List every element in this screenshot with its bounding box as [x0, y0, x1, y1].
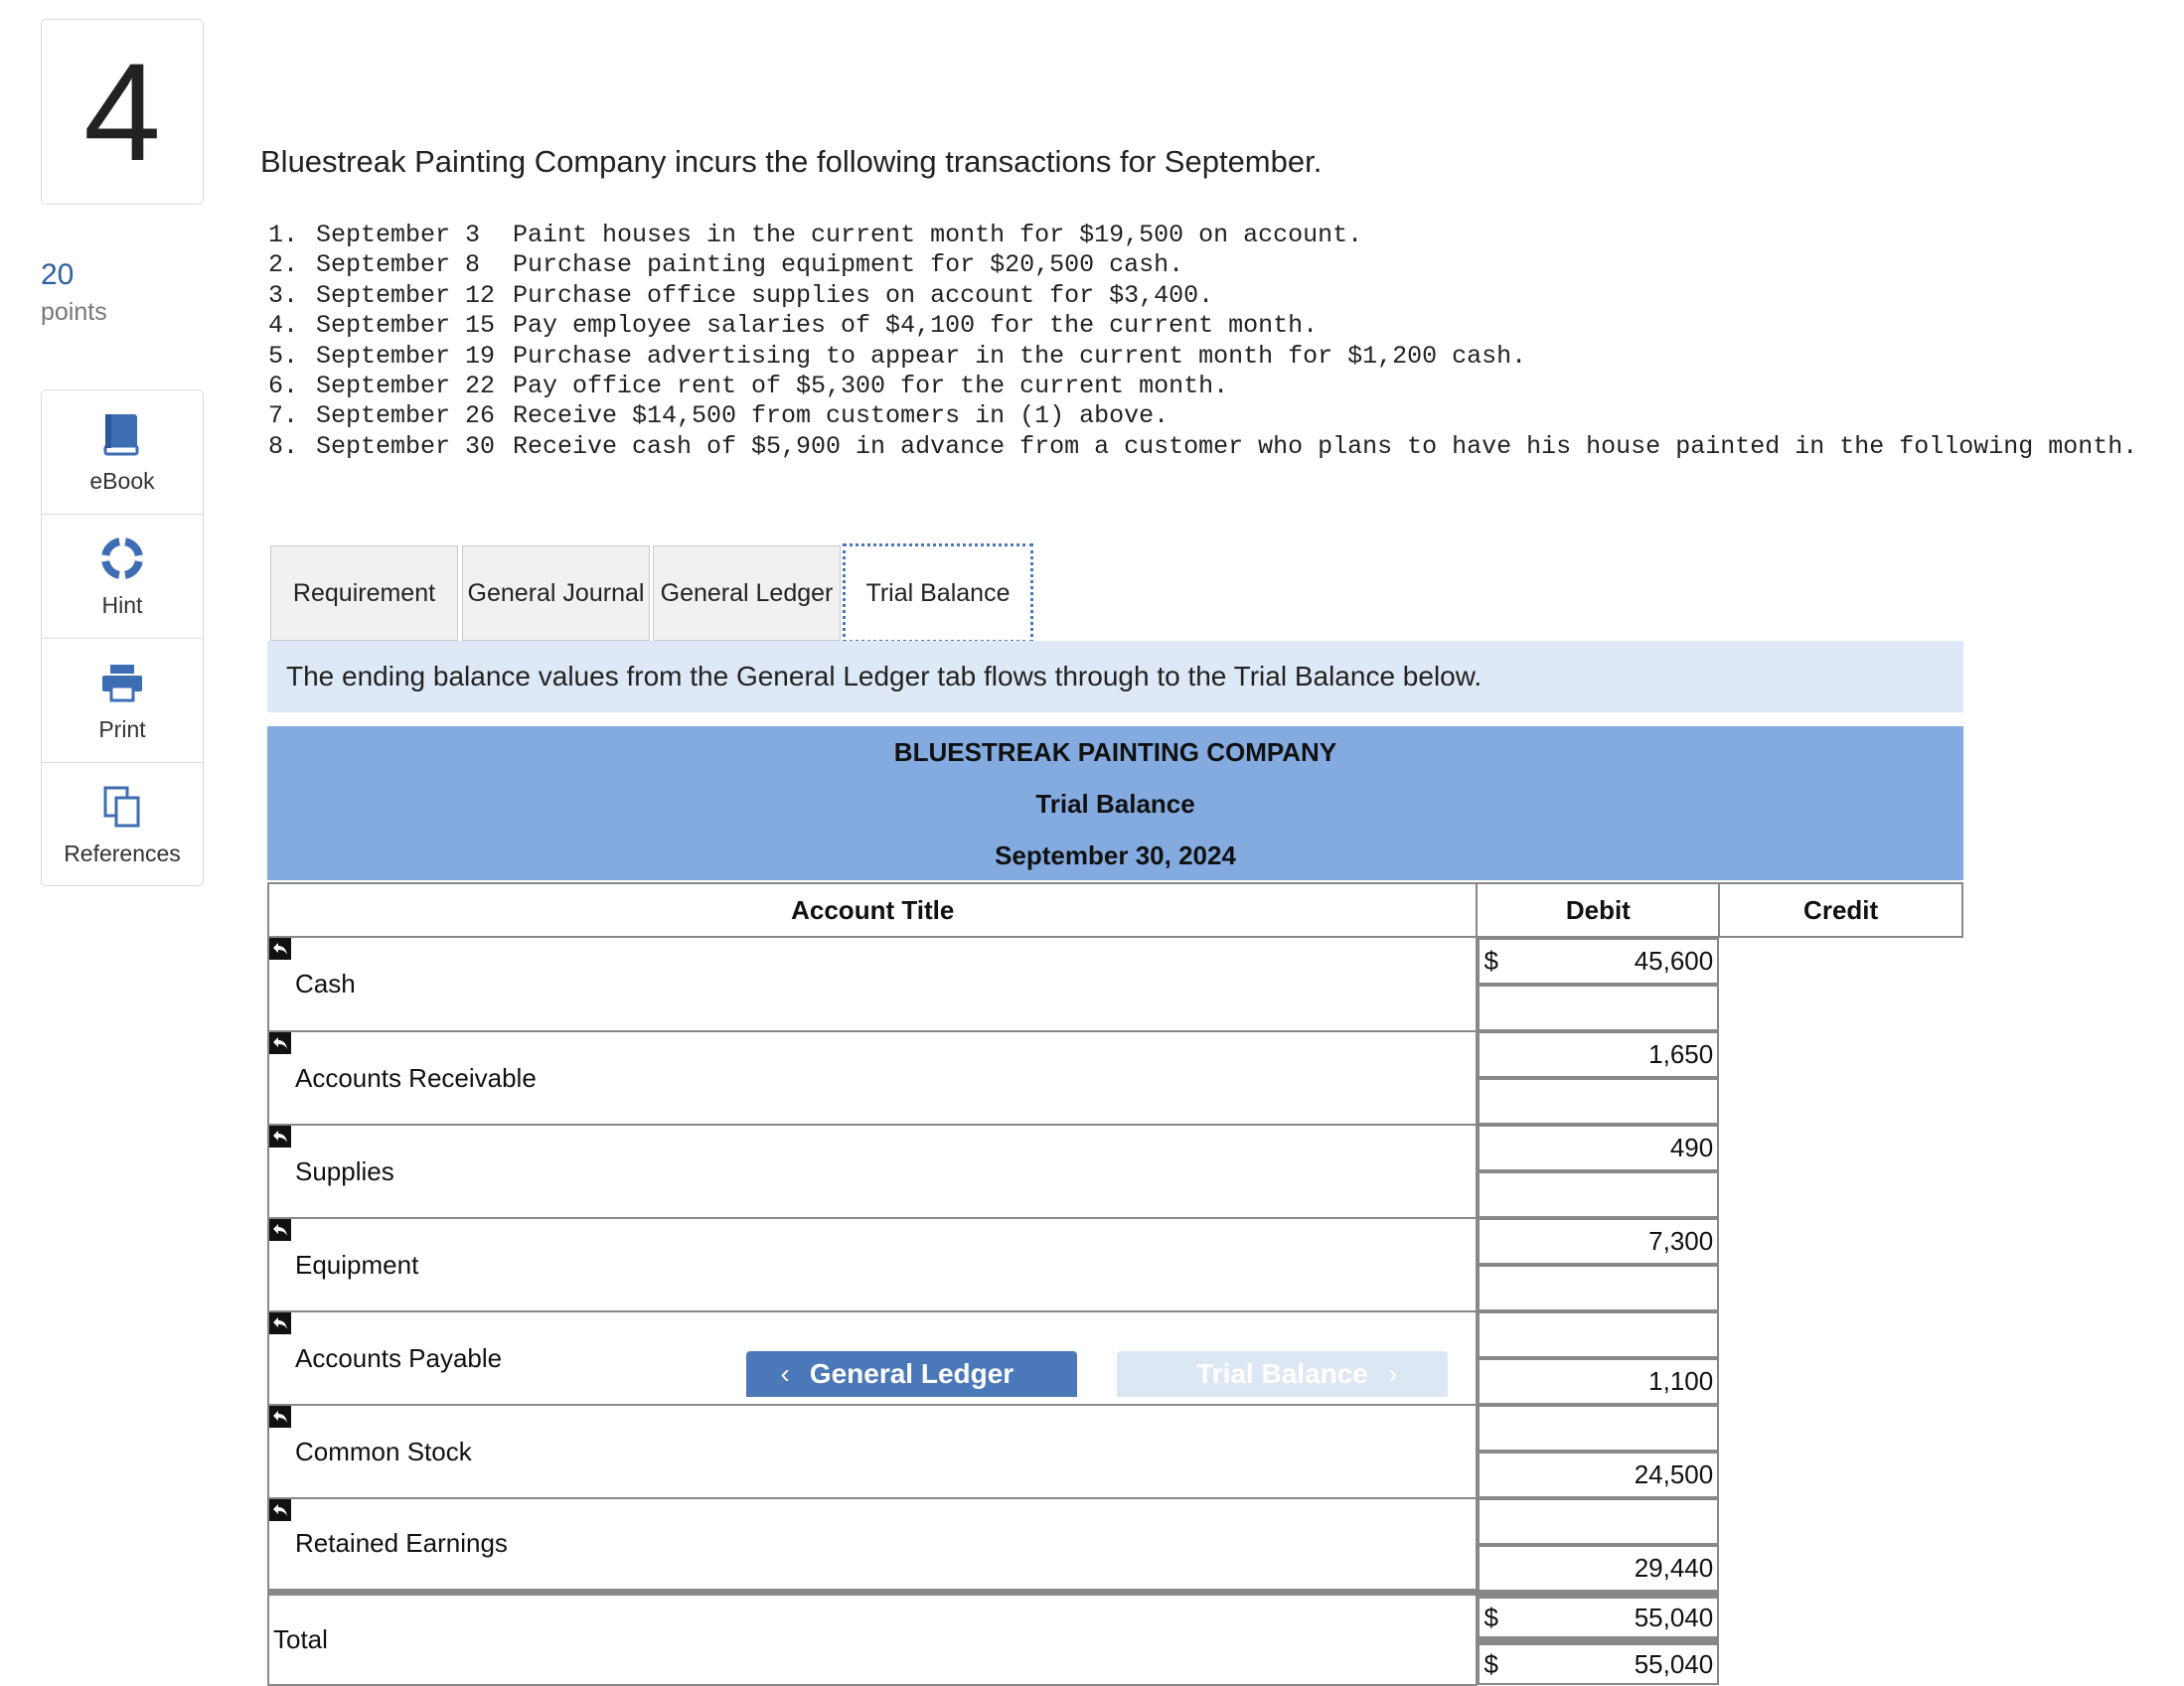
list-item	[268, 250, 2184, 280]
credit-cell[interactable]	[1478, 1358, 1719, 1405]
list-item	[268, 372, 2184, 401]
ebook-label: eBook	[89, 467, 155, 494]
txn-date: September 12	[316, 280, 496, 310]
table-row	[268, 1405, 1962, 1498]
col-debit: Debit	[1477, 883, 1719, 937]
txn-text: Purchase office supplies on account for $3,400.	[513, 280, 1214, 310]
txn-date: September 30	[316, 431, 496, 461]
credit-cell[interactable]	[1478, 985, 1719, 1031]
debit-cell[interactable]	[1478, 1218, 1719, 1265]
txn-text: Pay employee salaries of $4,100 for the current month.	[513, 311, 1319, 341]
chevron-left-icon: ‹	[780, 1358, 790, 1389]
account-cell[interactable]	[268, 1031, 1477, 1125]
table-row	[268, 1125, 1962, 1218]
account-title: Equipment	[295, 1249, 419, 1280]
chevron-right-icon: ›	[1387, 1358, 1398, 1389]
return-arrow-icon[interactable]	[269, 1126, 291, 1148]
company-name: BLUESTREAK PAINTING COMPANY	[893, 737, 1337, 767]
total-row	[268, 1592, 1962, 1685]
transaction-list	[268, 221, 2184, 462]
statement-date: September 30, 2024	[995, 841, 1236, 870]
list-item	[268, 281, 2184, 311]
credit-cell[interactable]	[1478, 1265, 1719, 1311]
txn-number: 1.	[268, 221, 299, 249]
table-row	[268, 1498, 1962, 1592]
points-label: points	[41, 298, 107, 326]
ebook-button[interactable]	[42, 390, 203, 515]
txn-number: 3.	[268, 280, 299, 310]
list-item	[268, 221, 2184, 250]
return-arrow-icon[interactable]	[269, 1219, 291, 1241]
next-tab-label: Trial Balance	[1196, 1358, 1368, 1389]
prompt-title: Bluestreak Painting Company incurs the following transactions for September.	[260, 144, 1323, 179]
list-item	[268, 311, 2184, 341]
tab-requirement[interactable]: Requirement	[270, 545, 458, 641]
currency-symbol: $	[1483, 1648, 1498, 1679]
txn-date: September 8	[316, 250, 481, 280]
txn-date: September 3	[316, 221, 481, 249]
total-label: Total	[268, 1592, 1477, 1685]
info-bar: The ending balance values from the General Ledger tab flows through to the Trial Balance below.	[267, 641, 1963, 712]
hint-label: Hint	[101, 591, 143, 618]
currency-symbol: $	[1483, 1602, 1498, 1632]
table-row	[268, 1218, 1962, 1311]
debit-amount: 7,300	[1648, 1226, 1714, 1256]
total-credit-cell	[1478, 1638, 1719, 1685]
account-cell[interactable]	[268, 1405, 1477, 1498]
credit-amount: 29,440	[1634, 1553, 1714, 1583]
account-title: Supplies	[295, 1155, 394, 1186]
debit-cell[interactable]	[1478, 1405, 1719, 1452]
list-item	[268, 342, 2184, 372]
print-button[interactable]	[42, 639, 203, 763]
hint-button[interactable]	[42, 515, 203, 639]
credit-amount: 1,100	[1648, 1366, 1714, 1396]
txn-number: 7.	[268, 401, 299, 431]
account-title: Accounts Receivable	[295, 1062, 537, 1093]
txn-text: Receive cash of $5,900 in advance from a customer who plans to have his house painted in the following month.	[513, 431, 2138, 461]
copy-icon	[102, 783, 142, 831]
txn-number: 8.	[268, 431, 299, 461]
references-label: References	[64, 841, 181, 866]
references-button[interactable]	[42, 763, 203, 887]
return-arrow-icon[interactable]	[269, 1406, 291, 1428]
prev-tab-label: General Ledger	[809, 1358, 1014, 1389]
credit-amount: 24,500	[1634, 1459, 1714, 1489]
return-arrow-icon[interactable]	[269, 1032, 291, 1054]
txn-number: 6.	[268, 372, 299, 401]
lifebuoy-icon	[101, 535, 143, 582]
txn-date: September 22	[316, 372, 496, 401]
trial-balance-header	[267, 726, 1963, 880]
txn-text: Pay office rent of $5,300 for the current month.	[513, 372, 1229, 401]
txn-number: 4.	[268, 311, 299, 341]
debit-cell[interactable]	[1478, 1031, 1719, 1078]
tab-trial-balance[interactable]: Trial Balance	[843, 543, 1033, 643]
account-cell[interactable]	[268, 1218, 1477, 1311]
debit-cell[interactable]	[1478, 1498, 1719, 1545]
next-tab-button[interactable]	[1117, 1351, 1448, 1397]
tools-panel	[41, 389, 204, 886]
return-arrow-icon[interactable]	[269, 1499, 291, 1521]
table-header-row	[268, 883, 1962, 937]
currency-symbol: $	[1483, 946, 1498, 976]
txn-text: Receive $14,500 from customers in (1) above.	[513, 401, 1170, 431]
txn-date: September 15	[316, 311, 496, 341]
credit-cell[interactable]	[1478, 1545, 1719, 1592]
question-number: 4	[41, 19, 204, 205]
txn-date: September 19	[316, 341, 496, 371]
total-credit: 55,040	[1634, 1648, 1714, 1679]
txn-number: 5.	[268, 341, 299, 371]
book-icon	[103, 410, 141, 458]
account-title: Cash	[295, 969, 356, 998]
txn-date: September 26	[316, 401, 496, 431]
return-arrow-icon[interactable]	[269, 1312, 291, 1334]
table-row	[268, 1031, 1962, 1125]
account-title: Common Stock	[295, 1436, 472, 1466]
tab-general-ledger[interactable]: General Ledger	[653, 545, 841, 641]
debit-amount: 1,650	[1648, 1039, 1714, 1069]
trial-balance-table	[267, 882, 1963, 1686]
account-cell[interactable]	[268, 937, 1477, 1031]
table-row	[268, 937, 1962, 1031]
txn-text: Paint houses in the current month for $19,500 on account.	[513, 221, 1363, 249]
table-row	[268, 1311, 1962, 1405]
txn-text: Purchase advertising to appear in the current month for $1,200 cash.	[513, 341, 1527, 371]
printer-icon	[100, 659, 144, 706]
account-cell[interactable]	[268, 1498, 1477, 1592]
points-value: 20	[41, 258, 75, 291]
debit-amount: 490	[1669, 1133, 1714, 1162]
list-item	[268, 432, 2184, 462]
total-debit: 55,040	[1634, 1602, 1714, 1632]
print-label: Print	[98, 715, 146, 742]
txn-text: Purchase painting equipment for $20,500 cash.	[513, 250, 1184, 280]
debit-cell[interactable]	[1478, 1311, 1719, 1358]
prev-tab-button[interactable]	[746, 1351, 1077, 1397]
list-item	[268, 401, 2184, 431]
debit-cell[interactable]	[1478, 938, 1719, 985]
col-credit: Credit	[1719, 883, 1962, 937]
tab-general-journal[interactable]: General Journal	[462, 545, 650, 641]
total-debit-cell	[1478, 1592, 1719, 1638]
return-arrow-icon[interactable]	[269, 938, 291, 960]
credit-cell[interactable]	[1478, 1078, 1719, 1125]
statement-title: Trial Balance	[1035, 789, 1195, 819]
debit-cell[interactable]	[1478, 1125, 1719, 1171]
credit-cell[interactable]	[1478, 1171, 1719, 1218]
account-title: Retained Earnings	[295, 1528, 508, 1559]
col-account-title: Account Title	[268, 883, 1477, 937]
account-title: Accounts Payable	[295, 1342, 503, 1373]
credit-cell[interactable]	[1478, 1452, 1719, 1498]
debit-amount: 45,600	[1634, 946, 1714, 976]
txn-number: 2.	[268, 250, 299, 280]
account-cell[interactable]	[268, 1125, 1477, 1218]
